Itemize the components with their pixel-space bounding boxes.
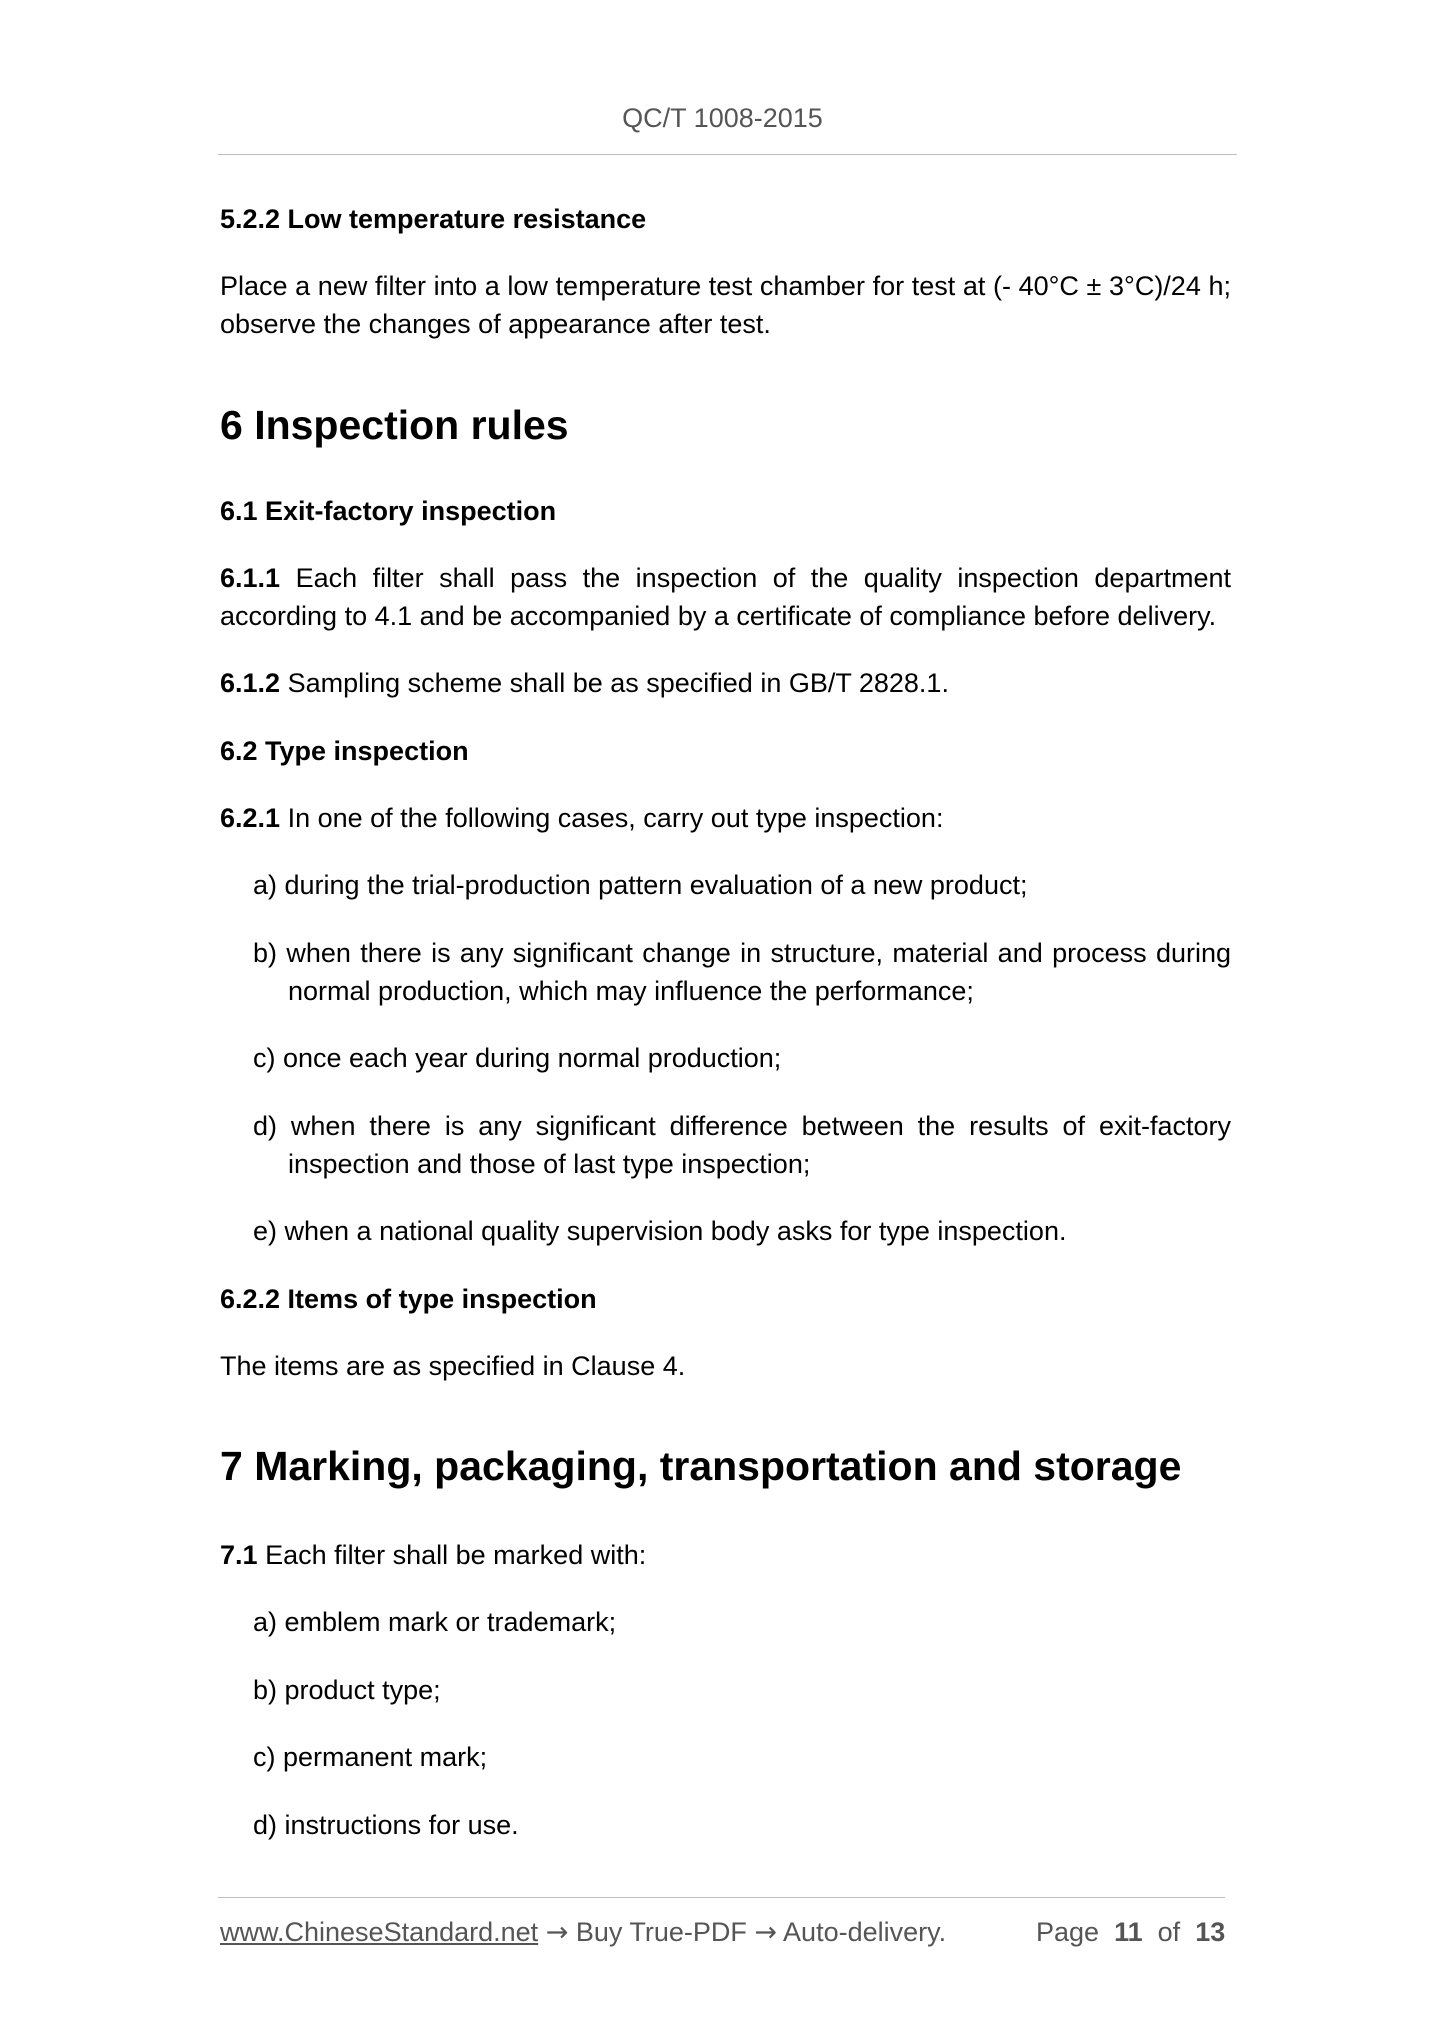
footer-promo bbox=[220, 1913, 946, 1952]
page-number: 11 bbox=[1114, 1917, 1143, 1947]
list-item-c: c) once each year during normal production; bbox=[253, 1043, 782, 1073]
para-5-2-2-line1: Place a new filter into a low temperature test chamber for test at (- 40°C ± 3°C)/24 h; bbox=[220, 271, 1231, 301]
list-item-e: e) when a national quality supervision body asks for type inspection. bbox=[253, 1216, 1067, 1246]
header-rule bbox=[218, 154, 1237, 155]
list-item-d-line1: d) when there is any significant difference between the results of exit-factory bbox=[253, 1111, 1231, 1141]
heading-6-2: 6.2 Type inspection bbox=[220, 736, 469, 766]
para-7-1 bbox=[220, 1536, 646, 1574]
marking-item-a: a) emblem mark or trademark; bbox=[253, 1607, 617, 1637]
heading-6-1: 6.1 Exit-factory inspection bbox=[220, 496, 557, 526]
arrow-right-icon: → bbox=[754, 1917, 778, 1948]
para-6-1-1-line2: according to 4.1 and be accompanied by a certificate of compliance before delivery. bbox=[220, 601, 1217, 631]
marking-item-c: c) permanent mark; bbox=[253, 1742, 488, 1772]
clause-number: 6.1.1 bbox=[220, 563, 281, 593]
clause-text: In one of the following cases, carry out type inspection: bbox=[287, 803, 944, 833]
para-6-1-2 bbox=[220, 664, 949, 702]
clause-number: 6.1.2 bbox=[220, 668, 281, 698]
clause-text: Sampling scheme shall be as specified in GB/T 2828.1. bbox=[287, 668, 949, 698]
page-indicator bbox=[1036, 1913, 1225, 1951]
delivery-text: Auto-delivery. bbox=[783, 1917, 947, 1947]
heading-5-2-2: 5.2.2 Low temperature resistance bbox=[220, 204, 647, 234]
para-6-2-2: The items are as specified in Clause 4. bbox=[220, 1351, 686, 1381]
marking-item-d: d) instructions for use. bbox=[253, 1810, 519, 1840]
list-item-d-line2: inspection and those of last type inspection; bbox=[288, 1149, 811, 1179]
list-item-b-line2: normal production, which may influence the performance; bbox=[288, 976, 974, 1006]
heading-6: 6 Inspection rules bbox=[220, 402, 569, 448]
of-label: of bbox=[1157, 1917, 1181, 1947]
para-6-1-1-line1 bbox=[220, 559, 1231, 597]
para-6-2-1 bbox=[220, 799, 943, 837]
clause-text: Each filter shall be marked with: bbox=[265, 1540, 647, 1570]
footer-rule bbox=[218, 1897, 1225, 1898]
arrow-right-icon: → bbox=[545, 1917, 569, 1948]
list-item-b-line1: b) when there is any significant change in structure, material and process during bbox=[253, 938, 1231, 968]
para-5-2-2-line2: observe the changes of appearance after test. bbox=[220, 309, 771, 339]
marking-item-b: b) product type; bbox=[253, 1675, 441, 1705]
clause-number: 6.2.1 bbox=[220, 803, 281, 833]
page-total: 13 bbox=[1195, 1917, 1226, 1947]
page-label: Page bbox=[1036, 1917, 1100, 1947]
heading-6-2-2: 6.2.2 Items of type inspection bbox=[220, 1284, 597, 1314]
website-link[interactable]: www.ChineseStandard.net bbox=[220, 1917, 539, 1947]
header-title: QC/T 1008-2015 bbox=[622, 103, 823, 133]
buy-text: Buy True-PDF bbox=[575, 1917, 747, 1947]
clause-text: Each filter shall pass the inspection of the quality inspection department bbox=[295, 563, 1231, 593]
list-item-a: a) during the trial-production pattern evaluation of a new product; bbox=[253, 870, 1028, 900]
clause-number: 7.1 bbox=[220, 1540, 258, 1570]
heading-7: 7 Marking, packaging, transportation and storage bbox=[220, 1443, 1182, 1489]
